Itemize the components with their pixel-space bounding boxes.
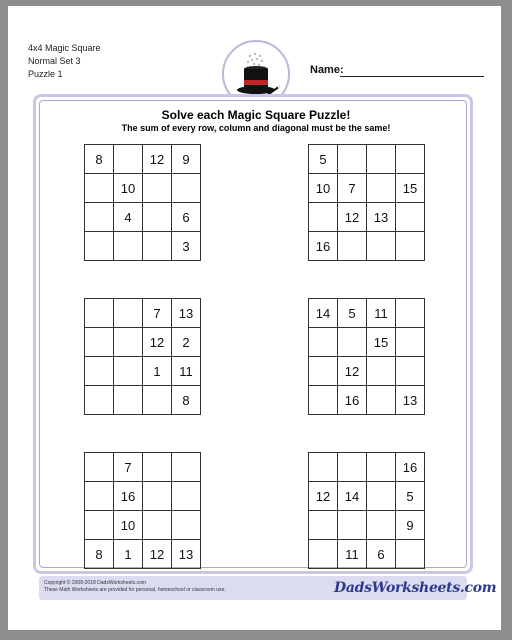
grid-cell: 5	[309, 145, 338, 174]
worksheet-type: 4x4 Magic Square	[28, 43, 101, 53]
grid-cell: 7	[114, 453, 143, 482]
grid-cell[interactable]	[114, 299, 143, 328]
grid-cell[interactable]	[143, 203, 172, 232]
grid-cell[interactable]	[143, 511, 172, 540]
grid-cell[interactable]	[85, 386, 114, 415]
grid-cell[interactable]	[114, 232, 143, 261]
grid-cell[interactable]	[143, 386, 172, 415]
grid-cell: 11	[367, 299, 396, 328]
grid-cell[interactable]	[85, 328, 114, 357]
instructions-title: Solve each Magic Square Puzzle!	[161, 108, 351, 122]
grid-cell[interactable]	[396, 299, 425, 328]
grid-cell[interactable]	[338, 453, 367, 482]
grid-cell: 3	[172, 232, 201, 261]
grid-cell: 11	[338, 540, 367, 569]
worksheet-info	[28, 42, 101, 81]
grid-cell[interactable]	[338, 511, 367, 540]
grid-cell[interactable]	[172, 482, 201, 511]
grid-cell[interactable]	[396, 540, 425, 569]
grid-cell[interactable]	[114, 328, 143, 357]
grid-cell[interactable]	[367, 232, 396, 261]
grid-cell[interactable]	[309, 357, 338, 386]
instructions-subtitle: The sum of every row, column and diagonal must be the same!	[121, 123, 391, 133]
grid-cell: 9	[396, 511, 425, 540]
copyright-text	[44, 580, 226, 594]
grid-cell: 11	[172, 357, 201, 386]
grid-cell[interactable]	[338, 145, 367, 174]
grid-cell: 14	[309, 299, 338, 328]
grid-cell: 12	[338, 357, 367, 386]
grid-cell: 10	[114, 174, 143, 203]
name-field[interactable]	[340, 76, 484, 77]
set-name: Normal Set 3	[28, 56, 81, 66]
grid-cell[interactable]	[114, 386, 143, 415]
grid-cell[interactable]	[367, 357, 396, 386]
grid-cell: 9	[172, 145, 201, 174]
grid-cell[interactable]	[309, 203, 338, 232]
grid-cell: 2	[172, 328, 201, 357]
grid-cell: 15	[367, 328, 396, 357]
grid-cell[interactable]	[309, 328, 338, 357]
grid-cell: 12	[143, 328, 172, 357]
grid-cell: 5	[396, 482, 425, 511]
grid-cell[interactable]	[338, 232, 367, 261]
grid-cell[interactable]	[85, 174, 114, 203]
grid-cell: 6	[172, 203, 201, 232]
grid-cell[interactable]	[114, 145, 143, 174]
grid-cell: 8	[85, 145, 114, 174]
grid-cell: 8	[172, 386, 201, 415]
grid-cell: 10	[114, 511, 143, 540]
grid-cell[interactable]	[396, 357, 425, 386]
grid-cell: 13	[367, 203, 396, 232]
grid-cell: 12	[338, 203, 367, 232]
grid-cell: 12	[143, 145, 172, 174]
magic-square-grid	[308, 452, 425, 569]
magic-square-grid	[308, 298, 425, 415]
grid-cell[interactable]	[85, 299, 114, 328]
grid-cell[interactable]	[396, 328, 425, 357]
grid-cell[interactable]	[172, 511, 201, 540]
grid-cell[interactable]	[85, 203, 114, 232]
grid-cell[interactable]	[143, 482, 172, 511]
grid-cell[interactable]	[309, 453, 338, 482]
magic-square-grid	[84, 144, 201, 261]
grid-cell[interactable]	[85, 232, 114, 261]
grid-cell: 7	[338, 174, 367, 203]
magic-square-grid	[308, 144, 425, 261]
grid-cell[interactable]	[114, 357, 143, 386]
copyright-line: Copyright © 2008-2018 DadsWorksheets.com	[44, 580, 146, 586]
grid-cell[interactable]	[85, 511, 114, 540]
grid-cell: 1	[143, 357, 172, 386]
grid-cell: 12	[143, 540, 172, 569]
grid-cell[interactable]	[85, 453, 114, 482]
grid-cell: 15	[396, 174, 425, 203]
puzzle-label: Puzzle 1	[28, 69, 63, 79]
magic-square-grid	[84, 298, 201, 415]
name-label: Name:	[310, 64, 344, 76]
grid-cell[interactable]	[367, 453, 396, 482]
grid-cell: 5	[338, 299, 367, 328]
grid-cell[interactable]	[85, 357, 114, 386]
grid-cell: 16	[338, 386, 367, 415]
grid-cell[interactable]	[143, 174, 172, 203]
grid-cell: 12	[309, 482, 338, 511]
grid-cell[interactable]	[309, 386, 338, 415]
grid-cell: 13	[172, 540, 201, 569]
grid-cell[interactable]	[143, 232, 172, 261]
grid-cell[interactable]	[85, 482, 114, 511]
grid-cell: 8	[85, 540, 114, 569]
grid-cell[interactable]	[396, 203, 425, 232]
usage-note: These Math Worksheets are provided for personal, homeschool or classroom use.	[44, 587, 226, 593]
dadsworksheets-logo[interactable]: DadsWorksheets.com	[334, 580, 497, 596]
grid-cell: 16	[114, 482, 143, 511]
grid-cell[interactable]	[367, 386, 396, 415]
grid-cell[interactable]	[396, 232, 425, 261]
grid-cell[interactable]	[367, 511, 396, 540]
grid-cell: 4	[114, 203, 143, 232]
magic-square-grid	[84, 452, 201, 569]
grid-cell: 10	[309, 174, 338, 203]
grid-cell[interactable]	[172, 174, 201, 203]
grid-cell: 16	[396, 453, 425, 482]
grid-cell[interactable]	[367, 482, 396, 511]
grid-cell: 13	[172, 299, 201, 328]
grid-cell: 13	[396, 386, 425, 415]
grid-cell[interactable]	[309, 511, 338, 540]
grid-cell: 1	[114, 540, 143, 569]
grid-cell[interactable]	[396, 145, 425, 174]
grid-cell: 14	[338, 482, 367, 511]
grid-cell[interactable]	[309, 540, 338, 569]
grid-cell[interactable]	[143, 453, 172, 482]
grid-cell: 16	[309, 232, 338, 261]
grid-cell[interactable]	[367, 145, 396, 174]
grid-cell: 7	[143, 299, 172, 328]
grid-cell[interactable]	[338, 328, 367, 357]
grid-cell: 6	[367, 540, 396, 569]
grid-cell[interactable]	[172, 453, 201, 482]
grid-cell[interactable]	[367, 174, 396, 203]
